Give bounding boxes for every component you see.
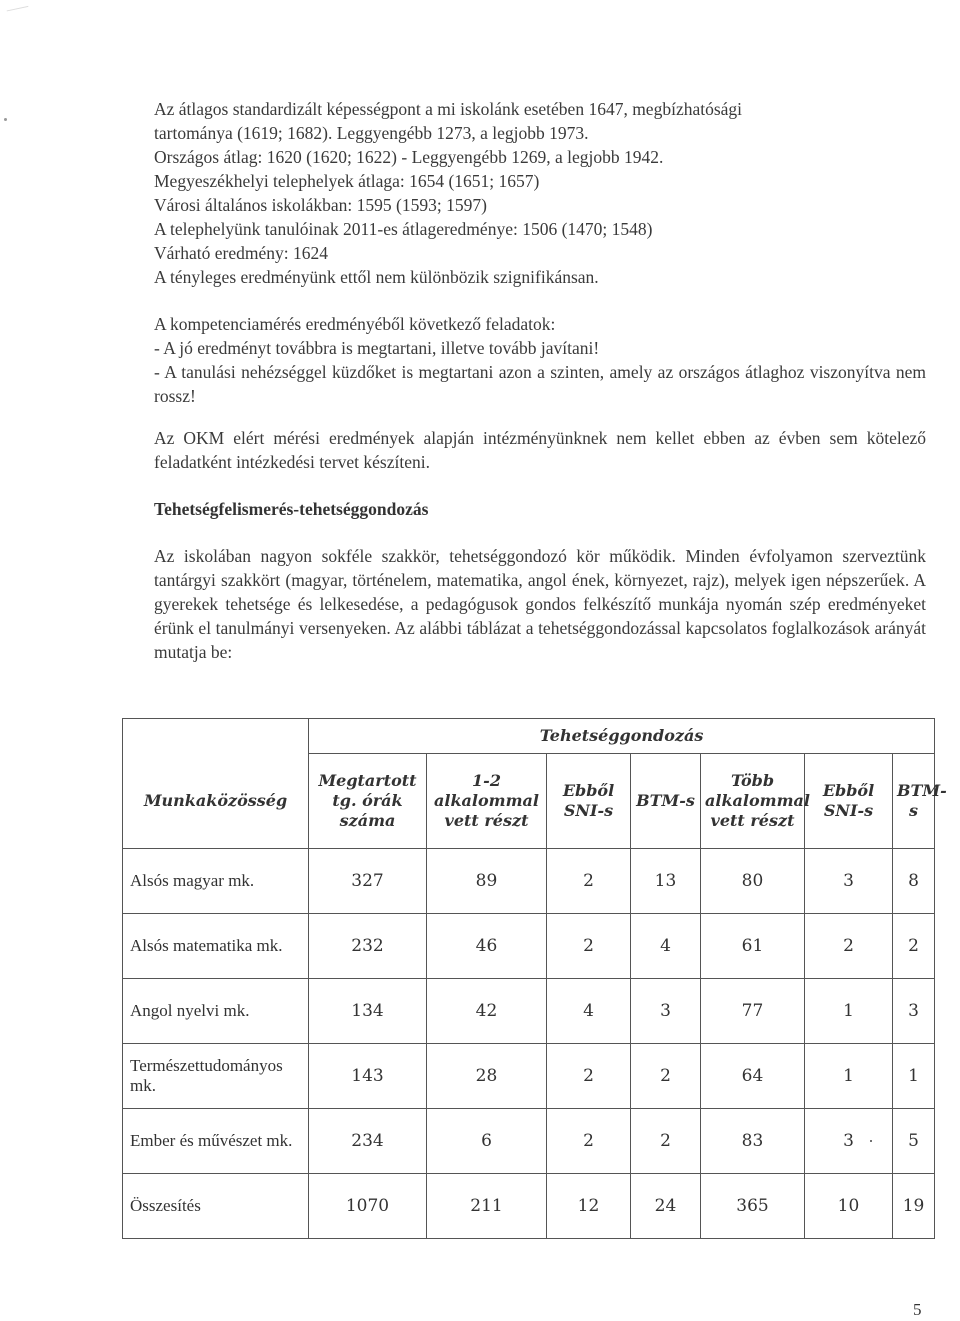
col-header-btm: BTM-s — [631, 754, 701, 849]
summary-line: A tényleges eredményünk ettől nem különbözik szignifikánsan. — [154, 267, 599, 287]
cell-sni2: 2 — [805, 914, 893, 979]
tasks-title: A kompetenciamérés eredményéből következő feladatok: — [154, 314, 556, 334]
cell-sni2: 1 — [805, 979, 893, 1044]
cell-sni2: 10 — [805, 1174, 893, 1239]
row-name: Alsós magyar mk. — [123, 849, 309, 914]
cell-sni2: 3 — [805, 1109, 893, 1174]
talent-table — [122, 718, 947, 1239]
summary-line: tartománya (1619; 1682). Leggyengébb 1273, a legjobb 1973. — [154, 123, 589, 143]
cell-sni1: 2 — [547, 914, 631, 979]
table-row — [123, 1109, 935, 1174]
row-name: Angol nyelvi mk. — [123, 979, 309, 1044]
cell-more: 61 — [701, 914, 805, 979]
cell-hours: 234 — [309, 1109, 427, 1174]
row-name: Ember és művészet mk. — [123, 1109, 309, 1174]
cell-btm2: 5 — [893, 1109, 935, 1174]
cell-more: 83 — [701, 1109, 805, 1174]
cell-btm2: 3 — [893, 979, 935, 1044]
table-row-total — [123, 1174, 935, 1239]
results-summary — [154, 97, 926, 289]
scan-artifact — [7, 6, 32, 25]
cell-once: 28 — [427, 1044, 547, 1109]
summary-line: Megyeszékhelyi telephelyek átlaga: 1654 (1651; 1657) — [154, 171, 540, 191]
table-row — [123, 849, 935, 914]
cell-btm2: 1 — [893, 1044, 935, 1109]
summary-line: Városi általános iskolákban: 1595 (1593; 1597) — [154, 195, 487, 215]
cell-btm1: 24 — [631, 1174, 701, 1239]
summary-line: Várható eredmény: 1624 — [154, 243, 328, 263]
cell-sni1: 2 — [547, 1044, 631, 1109]
okm-paragraph: Az OKM elért mérési eredmények alapján intézményünknek nem kellet ebben az évben sem kötelező feladatként intézkedési tervet készíteni. — [154, 428, 926, 472]
cell-btm1: 3 — [631, 979, 701, 1044]
page-number: 5 — [913, 1300, 922, 1319]
table-row — [123, 914, 935, 979]
summary-line: A telephelyünk tanulóinak 2011-es átlageredménye: 1506 (1470; 1548) — [154, 219, 653, 239]
talent-paragraph: Az iskolában nagyon sokféle szakkör, tehetséggondozó kör működik. Minden évfolyamon szerveztünk tantárgyi szakkört (magyar, történelem, matematika, angol ének, környezet, rajz), melyek igen népszerűek. A gyerekek tehetsége és lelkesedése, a pedagógusok gondos felkészítő munkája nyomán szép eredményeket érünk el tanulmányi versenyeken. Az alábbi táblázat a tehetséggondozással kapcsolatos foglalkozások arányát mutatja be: — [154, 546, 926, 662]
stray-dot — [870, 1140, 872, 1142]
col-header-btm: BTM-s — [893, 754, 935, 849]
cell-more: 80 — [701, 849, 805, 914]
col-header-ebbol-sni: Ebből SNI-s — [547, 754, 631, 849]
summary-line: Az átlagos standardizált képességpont a mi iskolánk esetében 1647, megbízhatósági — [154, 99, 743, 119]
cell-btm1: 2 — [631, 1109, 701, 1174]
cell-more: 365 — [701, 1174, 805, 1239]
cell-btm2: 8 — [893, 849, 935, 914]
cell-once: 211 — [427, 1174, 547, 1239]
cell-once: 46 — [427, 914, 547, 979]
cell-btm1: 2 — [631, 1044, 701, 1109]
cell-btm1: 13 — [631, 849, 701, 914]
table-row — [123, 979, 935, 1044]
cell-once: 89 — [427, 849, 547, 914]
row-name: Természettudományos mk. — [123, 1044, 309, 1109]
cell-hours: 143 — [309, 1044, 427, 1109]
cell-hours: 327 — [309, 849, 427, 914]
cell-btm2: 19 — [893, 1174, 935, 1239]
col-header-munkakozosseg: Munkaközösség — [123, 754, 309, 849]
cell-hours: 232 — [309, 914, 427, 979]
cell-once: 42 — [427, 979, 547, 1044]
cell-hours: 1070 — [309, 1174, 427, 1239]
table-row — [123, 1044, 935, 1109]
col-header-megtartott: Megtartott tg. órák száma — [309, 754, 427, 849]
cell-btm1: 4 — [631, 914, 701, 979]
cell-sni2: 1 — [805, 1044, 893, 1109]
tasks-section — [154, 312, 926, 408]
scan-dot — [4, 118, 7, 121]
row-name: Alsós matematika mk. — [123, 914, 309, 979]
cell-sni2: 3 — [805, 849, 893, 914]
cell-more: 64 — [701, 1044, 805, 1109]
cell-more: 77 — [701, 979, 805, 1044]
summary-line: Országos átlag: 1620 (1620; 1622) - Leggyengébb 1269, a legjobb 1942. — [154, 147, 664, 167]
cell-sni1: 4 — [547, 979, 631, 1044]
task-item: - A tanulási nehézséggel küzdőket is megtartani azon a szinten, amely az országos átlaghoz viszonyítva nem rossz! — [154, 362, 926, 406]
col-header-egy-ketto: 1-2 alkalommal vett részt — [427, 754, 547, 849]
cell-sni1: 12 — [547, 1174, 631, 1239]
section-heading: Tehetségfelismerés-tehetséggondozás — [154, 499, 429, 519]
group-header: Tehetséggondozás — [309, 719, 935, 754]
cell-sni1: 2 — [547, 849, 631, 914]
task-item: - A jó eredményt továbbra is megtartani, illetve tovább javítani! — [154, 338, 600, 358]
row-name: Összesítés — [123, 1174, 309, 1239]
empty-corner — [123, 719, 309, 754]
cell-once: 6 — [427, 1109, 547, 1174]
cell-btm2: 2 — [893, 914, 935, 979]
col-header-tobb: Több alkalommal vett részt — [701, 754, 805, 849]
cell-hours: 134 — [309, 979, 427, 1044]
cell-sni1: 2 — [547, 1109, 631, 1174]
col-header-ebbol-sni: Ebből SNI-s — [805, 754, 893, 849]
